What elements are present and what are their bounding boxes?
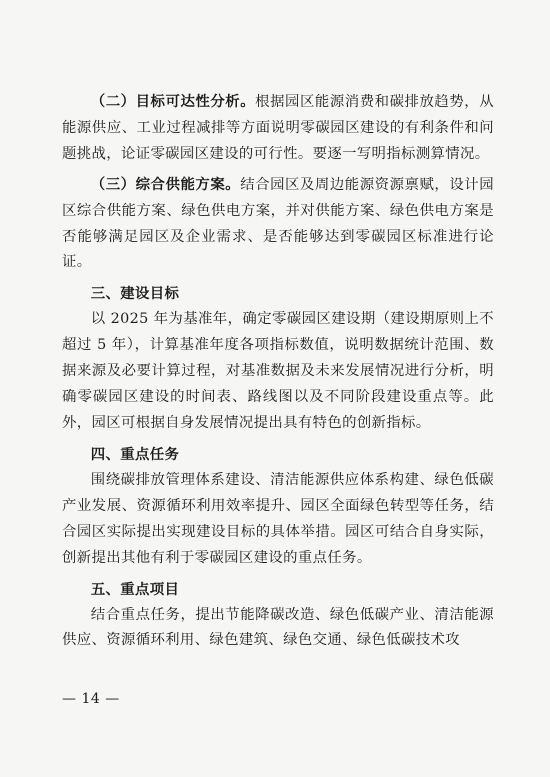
paragraph-text: 根据园区能源消费和碳排放趋势，从能源供应、工业过程减排等方面说明零碳园区建设的有利条件和问题挑战，论证零碳园区建设的可行性。要逐一写明指标测算情况。 [62, 94, 494, 162]
paragraph-construction-goals: 以 2025 年为基准年，确定零碳园区建设期（建设期原则上不超过 5 年），计算基准年度各项指标数值，说明数据统计范围、数据来源及必要计算过程，对基准数据及未来发展情况进行分析，明确零碳园区建设的时间表、路线图以及不同阶段建设重点等。此外，园区可根据自身发展情况提出具有特色的创新指标。 [62, 311, 494, 431]
paragraph-key-projects: 结合重点任务，提出节能降碳改造、绿色低碳产业、清洁能源供应、资源循环利用、绿色建筑、绿色交通、绿色低碳技术攻 [62, 606, 494, 649]
page-number: — 14 — [62, 691, 120, 707]
paragraph-text: 结合园区及周边能源资源禀赋，设计园区综合供能方案、绿色供电方案，并对供能方案、绿色供电方案是否能够满足园区及企业需求、是否能够达到零碳园区标准进行论证。 [62, 176, 494, 271]
paragraph-target-feasibility [62, 90, 494, 168]
paragraph-energy-supply-plan [62, 173, 494, 277]
section-heading-construction-goals: 三、建设目标 [90, 286, 180, 303]
paragraph-key-tasks: 围绕碳排放管理体系建设、清洁能源供应体系构建、绿色低碳产业发展、资源循环利用效率提升、园区全面绿色转型等任务，结合园区实际提出实现建设目标的具体举措。园区可结合自身实际，创新提出其他有利于零碳园区建设的重点任务。 [62, 471, 494, 566]
document-body [62, 90, 494, 654]
paragraph-lead: （三）综合供能方案。 [90, 176, 241, 193]
section-heading-key-tasks: 四、重点任务 [90, 446, 180, 463]
section-heading-key-projects: 五、重点项目 [90, 581, 180, 598]
paragraph-lead: （二）目标可达性分析。 [90, 94, 256, 110]
